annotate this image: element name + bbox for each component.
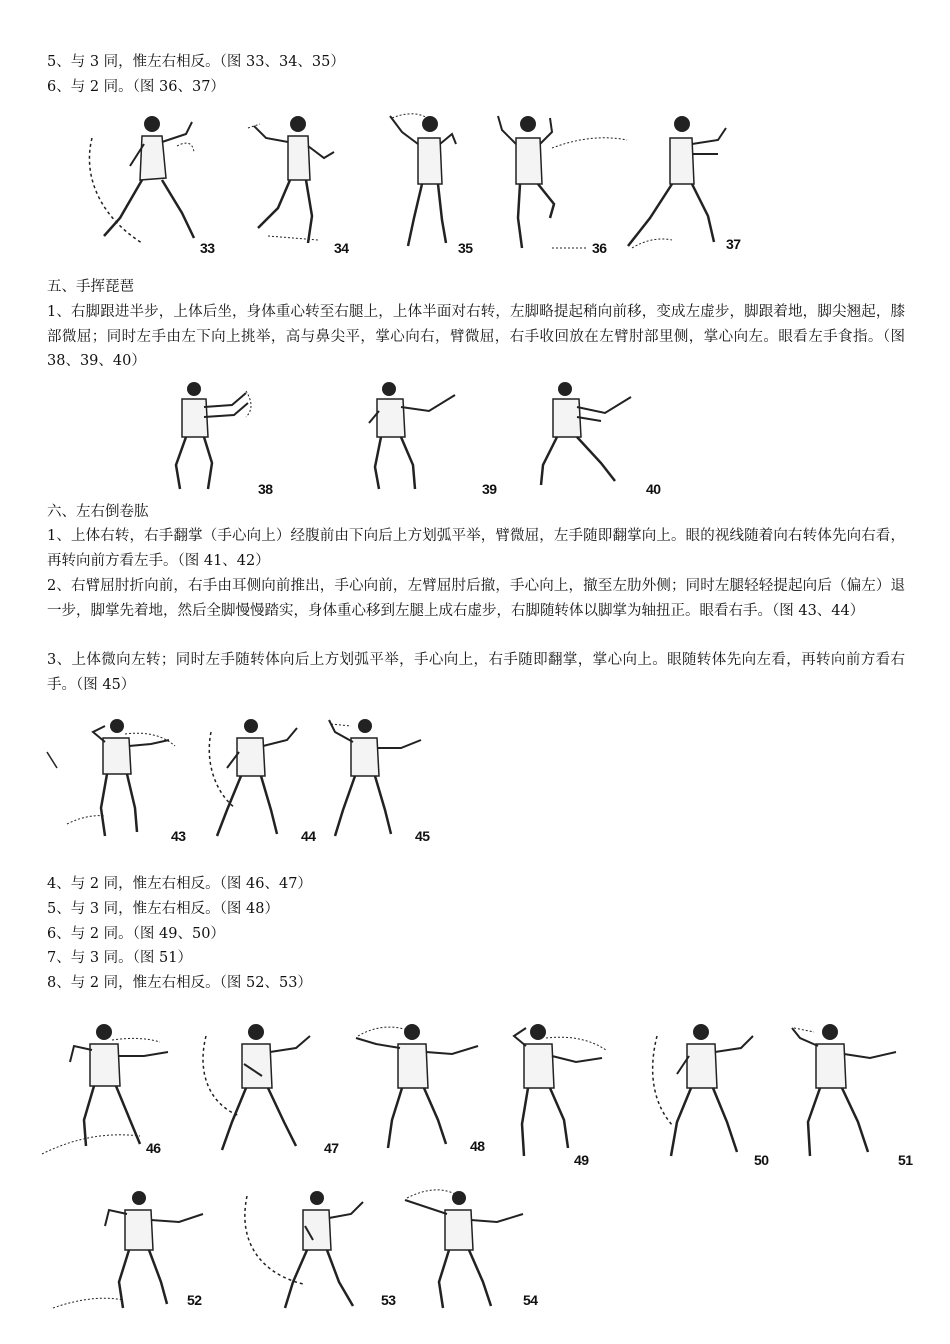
- figure-33-illustration: [82, 108, 212, 253]
- figure-number-43: 43: [171, 828, 186, 844]
- instruction-line-7b: 7、与 3 同。（图 51）: [47, 950, 192, 966]
- figure-strip-38-40: [150, 375, 660, 497]
- figure-number-40: 40: [646, 481, 661, 497]
- figure-strip-33-37: [62, 100, 750, 260]
- figure-51-illustration: [784, 1016, 919, 1166]
- figure-36-illustration: [492, 108, 632, 253]
- figure-number-46: 46: [146, 1140, 161, 1156]
- figure-number-39: 39: [482, 481, 497, 497]
- figure-40-illustration: [535, 377, 655, 495]
- figure-39-illustration: [355, 377, 475, 495]
- instruction-line-6b: 6、与 2 同。（图 49、50）: [47, 926, 225, 942]
- figure-number-36: 36: [592, 240, 607, 256]
- figure-number-53: 53: [381, 1292, 396, 1308]
- figure-number-45: 45: [415, 828, 430, 844]
- figure-43-illustration: [47, 712, 182, 844]
- figure-47-illustration: [192, 1016, 327, 1161]
- section-6-paragraph-1: 1、上体右转，右手翻掌（手心向上）经腹前由下向后上方划弧平举，臂微屈，左手随即翻掌向上。眼的视线随着向右转体先向右看，再转向前方看左手。（图 41、42）: [47, 528, 905, 569]
- instruction-line-8b: 8、与 2 同，惟左右相反。（图 52、53）: [47, 975, 312, 991]
- figure-37-illustration: [622, 108, 742, 253]
- figure-number-51: 51: [898, 1152, 913, 1168]
- figure-number-44: 44: [301, 828, 316, 844]
- figure-number-34: 34: [334, 240, 349, 256]
- figure-strip-52-54: [45, 1178, 550, 1320]
- figure-number-47: 47: [324, 1140, 339, 1156]
- figure-number-38: 38: [258, 481, 273, 497]
- figure-44-illustration: [205, 712, 315, 844]
- figure-strip-46-51: [32, 1010, 922, 1170]
- section-5-title: 五、手挥琵琶: [47, 279, 134, 295]
- figure-number-48: 48: [470, 1138, 485, 1154]
- instruction-line-5b: 5、与 3 同，惟左右相反。（图 48）: [47, 901, 279, 917]
- instruction-line-5: 5、与 3 同，惟左右相反。（图 33、34、35）: [47, 54, 345, 70]
- figure-34-illustration: [238, 108, 348, 253]
- figure-38-illustration: [160, 377, 260, 495]
- instruction-line-6: 6、与 2 同。（图 36、37）: [47, 79, 225, 95]
- figure-number-49: 49: [574, 1152, 589, 1168]
- section-5-paragraph-1: 1、右脚跟进半步，上体后坐，身体重心转至右腿上，上体半面对右转，左脚略提起稍向前移，变成左虚步，脚跟着地，脚尖翘起，膝部微屈；同时左手由左下向上挑举，高与鼻尖平，掌心向右，臂微屈，右手收回放在左臂肘部里侧，掌心向左。眼看左手食指。（图 38、39、40）: [47, 304, 905, 370]
- figure-number-52: 52: [187, 1292, 202, 1308]
- figure-49-illustration: [502, 1016, 622, 1166]
- figure-number-35: 35: [458, 240, 473, 256]
- figure-45-illustration: [325, 712, 435, 844]
- section-6-paragraph-2: 2、右臂屈肘折向前，右手由耳侧向前推出，手心向前，左臂屈肘后撤，手心向上，撤至左肋外侧；同时左腿轻轻提起向后（偏左）退一步，脚掌先着地，然后全脚慢慢踏实，身体重心移到左腿上成右虚步，右脚随转体以脚掌为轴扭正。眼看右手。（图 43、44）: [47, 578, 905, 619]
- figure-number-33: 33: [200, 240, 215, 256]
- figure-53-illustration: [233, 1184, 393, 1316]
- section-6-title: 六、左右倒卷肱: [47, 504, 149, 520]
- figure-number-54: 54: [523, 1292, 538, 1308]
- figure-strip-43-45: [45, 708, 435, 848]
- instruction-line-4b: 4、与 2 同，惟左右相反。（图 46、47）: [47, 876, 312, 892]
- figure-number-50: 50: [754, 1152, 769, 1168]
- figure-35-illustration: [372, 108, 472, 253]
- figure-50-illustration: [647, 1016, 777, 1166]
- figure-number-37: 37: [726, 236, 741, 252]
- section-6-paragraph-3: 3、上体微向左转；同时左手随转体向后上方划弧平举，手心向上，右手随即翻掌，掌心向上。眼随转体先向左看，再转向前方看右手。（图 45）: [47, 652, 905, 693]
